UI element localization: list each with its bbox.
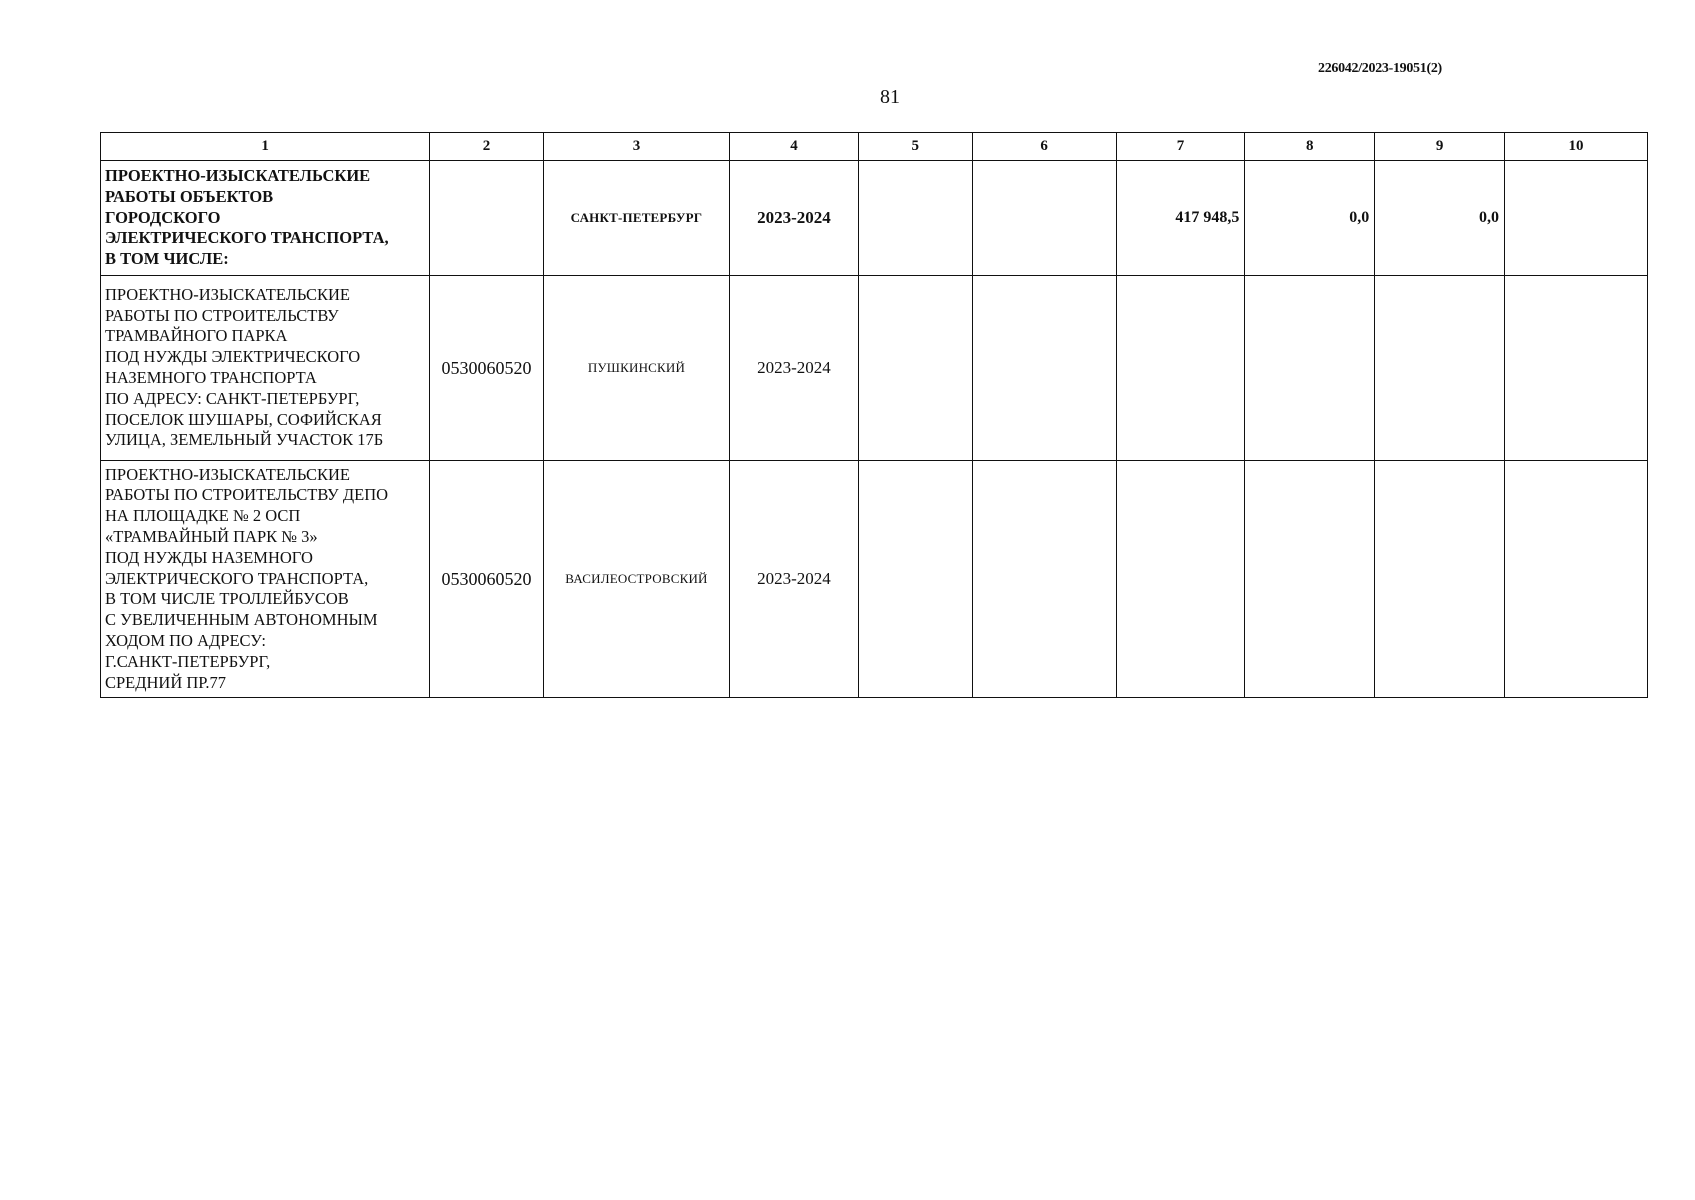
column-number-row	[101, 133, 1648, 161]
row-name: ПРОЕКТНО-ИЗЫСКАТЕЛЬСКИЕ РАБОТЫ ПО СТРОИТЕЛЬСТВУ ТРАМВАЙНОГО ПАРКА ПОД НУЖДЫ ЭЛЕКТРИЧЕСКОГО НАЗЕМНОГО ТРАНСПОРТА ПО АДРЕСУ: САНКТ-ПЕТЕРБУРГ, ПОСЕЛОК ШУШАРЫ, СОФИЙСКАЯ УЛИЦА, ЗЕМЕЛЬНЫЙ УЧАСТОК 17Б	[101, 276, 430, 461]
column-header-2: 2	[430, 133, 544, 161]
row-col9	[1375, 276, 1505, 461]
column-header-8: 8	[1245, 133, 1375, 161]
column-header-3: 3	[543, 133, 729, 161]
row-col5	[858, 161, 972, 276]
column-header-6: 6	[972, 133, 1116, 161]
column-header-7: 7	[1116, 133, 1245, 161]
column-header-5: 5	[858, 133, 972, 161]
page-number: 81	[880, 86, 900, 108]
row-col7	[1116, 461, 1245, 698]
row-col5	[858, 276, 972, 461]
row-col5	[858, 461, 972, 698]
row-period: 2023-2024	[730, 276, 859, 461]
row-col8-amount: 0,0	[1245, 161, 1375, 276]
document-id: 226042/2023-19051(2)	[1318, 61, 1442, 76]
row-col6	[972, 276, 1116, 461]
row-col8	[1245, 461, 1375, 698]
column-header-4: 4	[730, 133, 859, 161]
row-district: САНКТ-ПЕТЕРБУРГ	[543, 161, 729, 276]
row-col9	[1375, 461, 1505, 698]
row-period: 2023-2024	[730, 461, 859, 698]
column-header-1: 1	[101, 133, 430, 161]
row-code: 0530060520	[430, 461, 544, 698]
row-name: ПРОЕКТНО-ИЗЫСКАТЕЛЬСКИЕ РАБОТЫ ПО СТРОИТЕЛЬСТВУ ДЕПО НА ПЛОЩАДКЕ № 2 ОСП «ТРАМВАЙНЫЙ ПАРК № 3» ПОД НУЖДЫ НАЗЕМНОГО ЭЛЕКТРИЧЕСКОГО ТРАНСПОРТА, В ТОМ ЧИСЛЕ ТРОЛЛЕЙБУСОВ С УВЕЛИЧЕННЫМ АВТОНОМНЫМ ХОДОМ ПО АДРЕСУ: Г.САНКТ-ПЕТЕРБУРГ, СРЕДНИЙ ПР.77	[101, 461, 430, 698]
row-col10	[1505, 276, 1648, 461]
row-code	[430, 161, 544, 276]
row-col6	[972, 461, 1116, 698]
row-code: 0530060520	[430, 276, 544, 461]
table-row	[101, 461, 1648, 698]
column-header-9: 9	[1375, 133, 1505, 161]
row-col7	[1116, 276, 1245, 461]
table-row	[101, 276, 1648, 461]
row-district: ВАСИЛЕОСТРОВСКИЙ	[543, 461, 729, 698]
table-row-summary	[101, 161, 1648, 276]
row-col8	[1245, 276, 1375, 461]
row-period: 2023-2024	[730, 161, 859, 276]
column-header-10: 10	[1505, 133, 1648, 161]
row-name: ПРОЕКТНО-ИЗЫСКАТЕЛЬСКИЕ РАБОТЫ ОБЪЕКТОВ ГОРОДСКОГО ЭЛЕКТРИЧЕСКОГО ТРАНСПОРТА, В ТОМ ЧИСЛЕ:	[101, 161, 430, 276]
budget-table	[100, 132, 1648, 698]
row-col7-amount: 417 948,5	[1116, 161, 1245, 276]
row-col6	[972, 161, 1116, 276]
row-district: ПУШКИНСКИЙ	[543, 276, 729, 461]
row-col9-amount: 0,0	[1375, 161, 1505, 276]
row-col10	[1505, 161, 1648, 276]
row-col10	[1505, 461, 1648, 698]
